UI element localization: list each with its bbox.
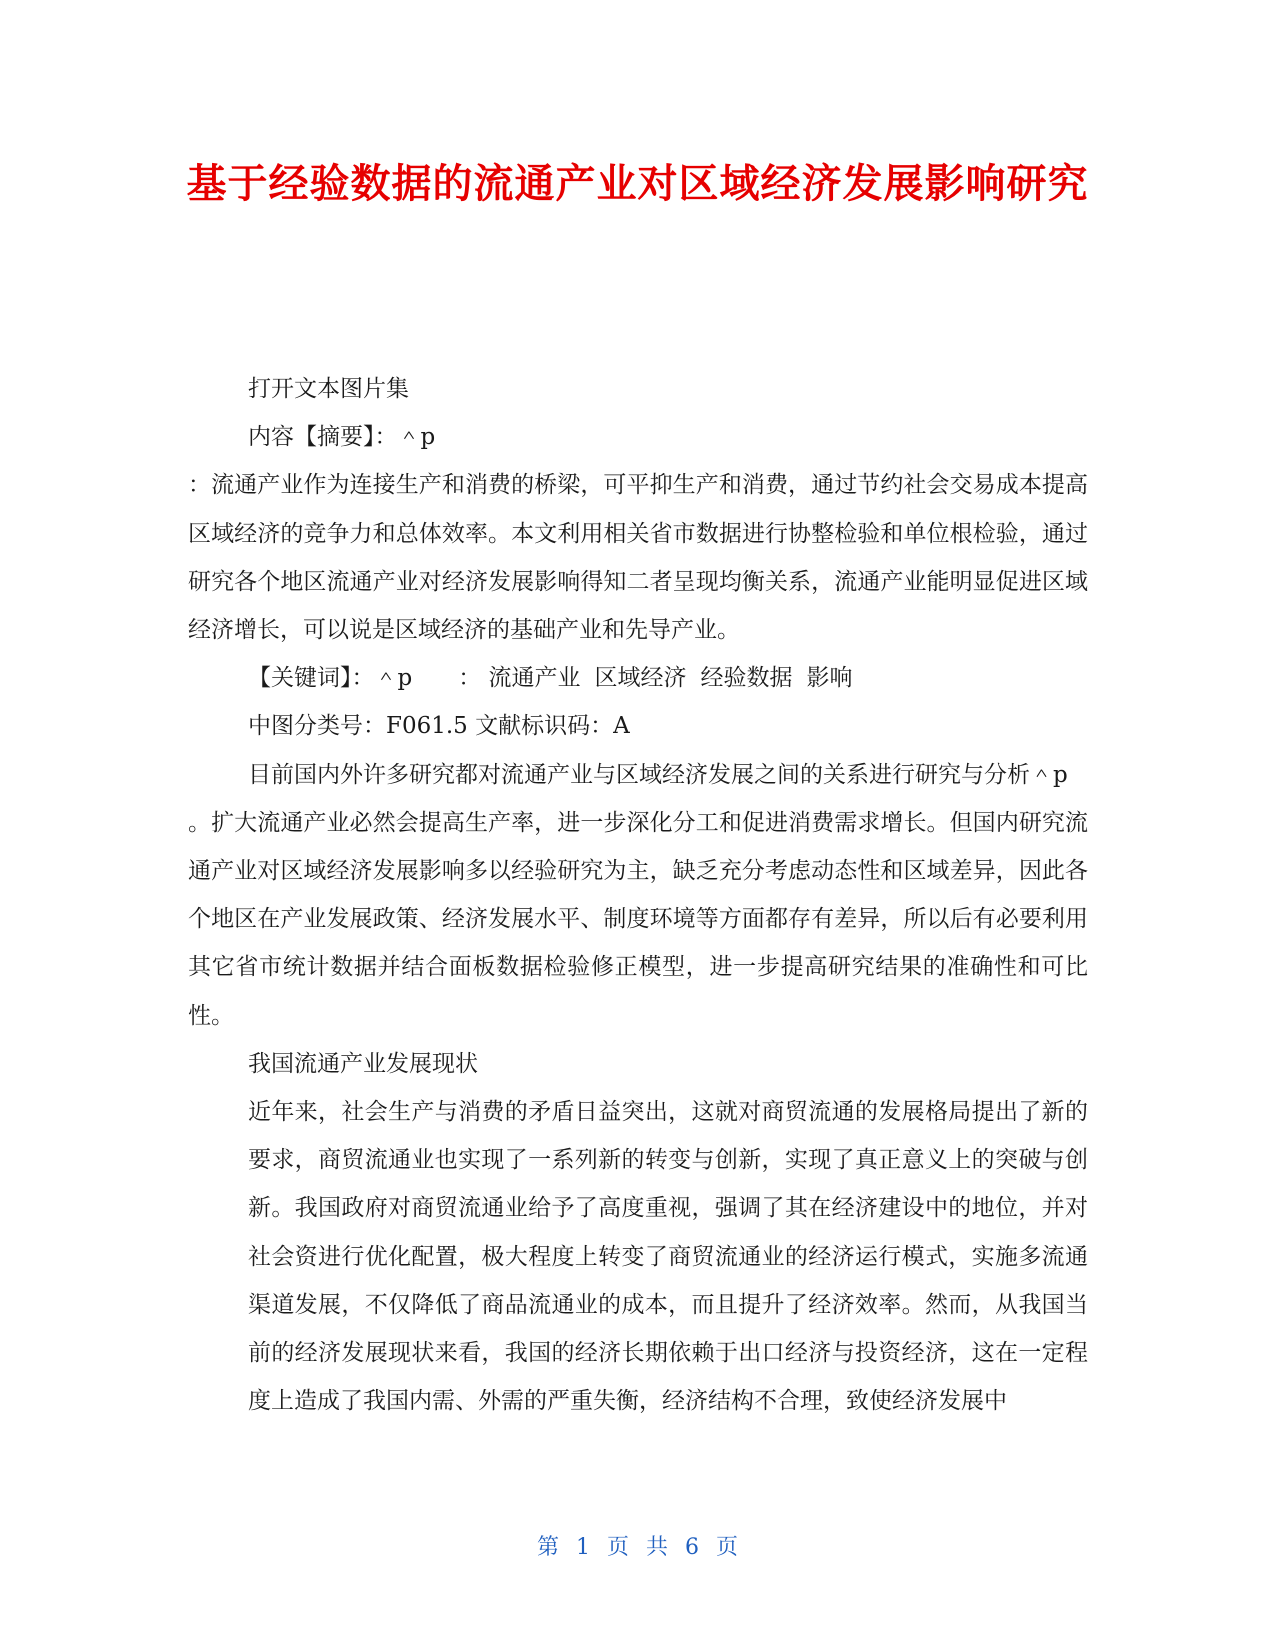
section-heading: 我国流通产业发展现状: [248, 1050, 478, 1077]
intro-paragraph-first: 目前国内外许多研究都对流通产业与区域经济发展之间的关系进行研究与分析＾p: [248, 761, 1068, 788]
keyword-item: 区域经济: [594, 665, 687, 692]
open-gallery-link[interactable]: 打开文本图片集: [248, 376, 409, 402]
abstract-label: 内容【摘要】：＾p: [248, 424, 436, 451]
keyword-item: 经验数据: [700, 665, 793, 692]
page-footer: 第 1 页 共 6 页: [537, 1535, 738, 1560]
keywords-line: [188, 654, 1088, 702]
section-paragraph: 近年来，社会生产与消费的矛盾日益突出，这就对商贸流通的发展格局提出了新的要求，商贸流通业也实现了一系列新的转变与创新，实现了真正意义上的突破与创新。我国政府对商贸流通业给予了高度重视，强调了其在经济建设中的地位，并对社会资进行优化配置，极大程度上转变了商贸流通业的经济运行模式，实施多流通渠道发展，不仅降低了商品流通业的成本，而且提升了经济效率。然而，从我国当前的经济发展现状来看，我国的经济长期依赖于出口经济与投资经济，这在一定程度上造成了我国内需、外需的严重失衡，经济结构不合理，致使经济发展中: [248, 1099, 1088, 1415]
keywords-label: 【关键词】：＾p: [248, 665, 413, 692]
keywords-colon: ：: [458, 665, 482, 692]
abstract-paragraph: ：流通产业作为连接生产和消费的桥梁，可平抑生产和消费，通过节约社会交易成本提高区域经济的竞争力和总体效率。本文利用相关省市数据进行协整检验和单位根检验，通过研究各个地区流通产业对经济发展影响得知二者呈现均衡关系，流通产业能明显促进区域经济增长，可以说是区域经济的基础产业和先导产业。: [188, 472, 1088, 644]
classification-line: 中图分类号：F061.5 文献标识码：A: [248, 713, 630, 740]
document-title: 基于经验数据的流通产业对区域经济发展影响研究: [186, 161, 1089, 207]
document-body: [188, 365, 1088, 1425]
keyword-item: 流通产业: [488, 665, 581, 692]
keyword-item: 影响: [806, 665, 853, 692]
intro-paragraph-rest: 。扩大流通产业必然会提高生产率，进一步深化分工和促进消费需求增长。但国内研究流通产业对区域经济发展影响多以经验研究为主，缺乏充分考虑动态性和区域差异，因此各个地区在产业发展政策、经济发展水平、制度环境等方面都存有差异，所以后有必要利用其它省市统计数据并结合面板数据检验修正模型，进一步提高研究结果的准确性和可比性。: [188, 809, 1088, 1029]
